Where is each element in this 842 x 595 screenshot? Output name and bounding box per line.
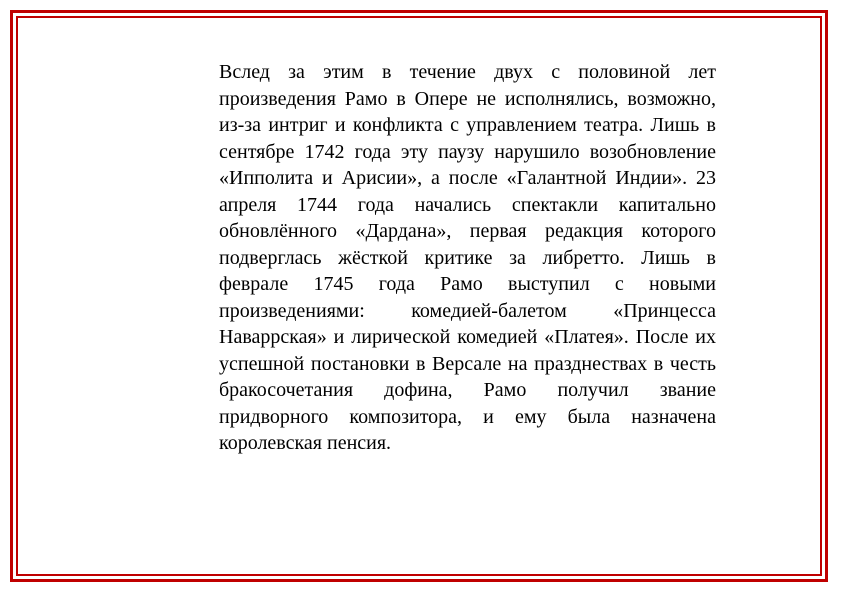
body-paragraph: Вслед за этим в течение двух с половиной лет произведения Рамо в Опере не исполнялись, возможно, из-за интриг и конфликта с управлением театра. Лишь в сентябре 1742 года эту паузу нарушило возобновление «Ипполита и Арисии», а после «Галантной Индии». 23 апреля 1744 года начались спектакли капитально обновлённого «Дардана», первая редакция которого подверглась жёсткой критике за либретто. Лишь в феврале 1745 года Рамо выступил с новыми произведениями: комедией-балетом «Принцесса Наваррская» и лирической комедией «Платея». После их успешной постановки в Версале на празднествах в честь бракосочетания дофина, Рамо получил звание придворного композитора, и ему была назначена королевская пенсия. — [219, 61, 716, 454]
